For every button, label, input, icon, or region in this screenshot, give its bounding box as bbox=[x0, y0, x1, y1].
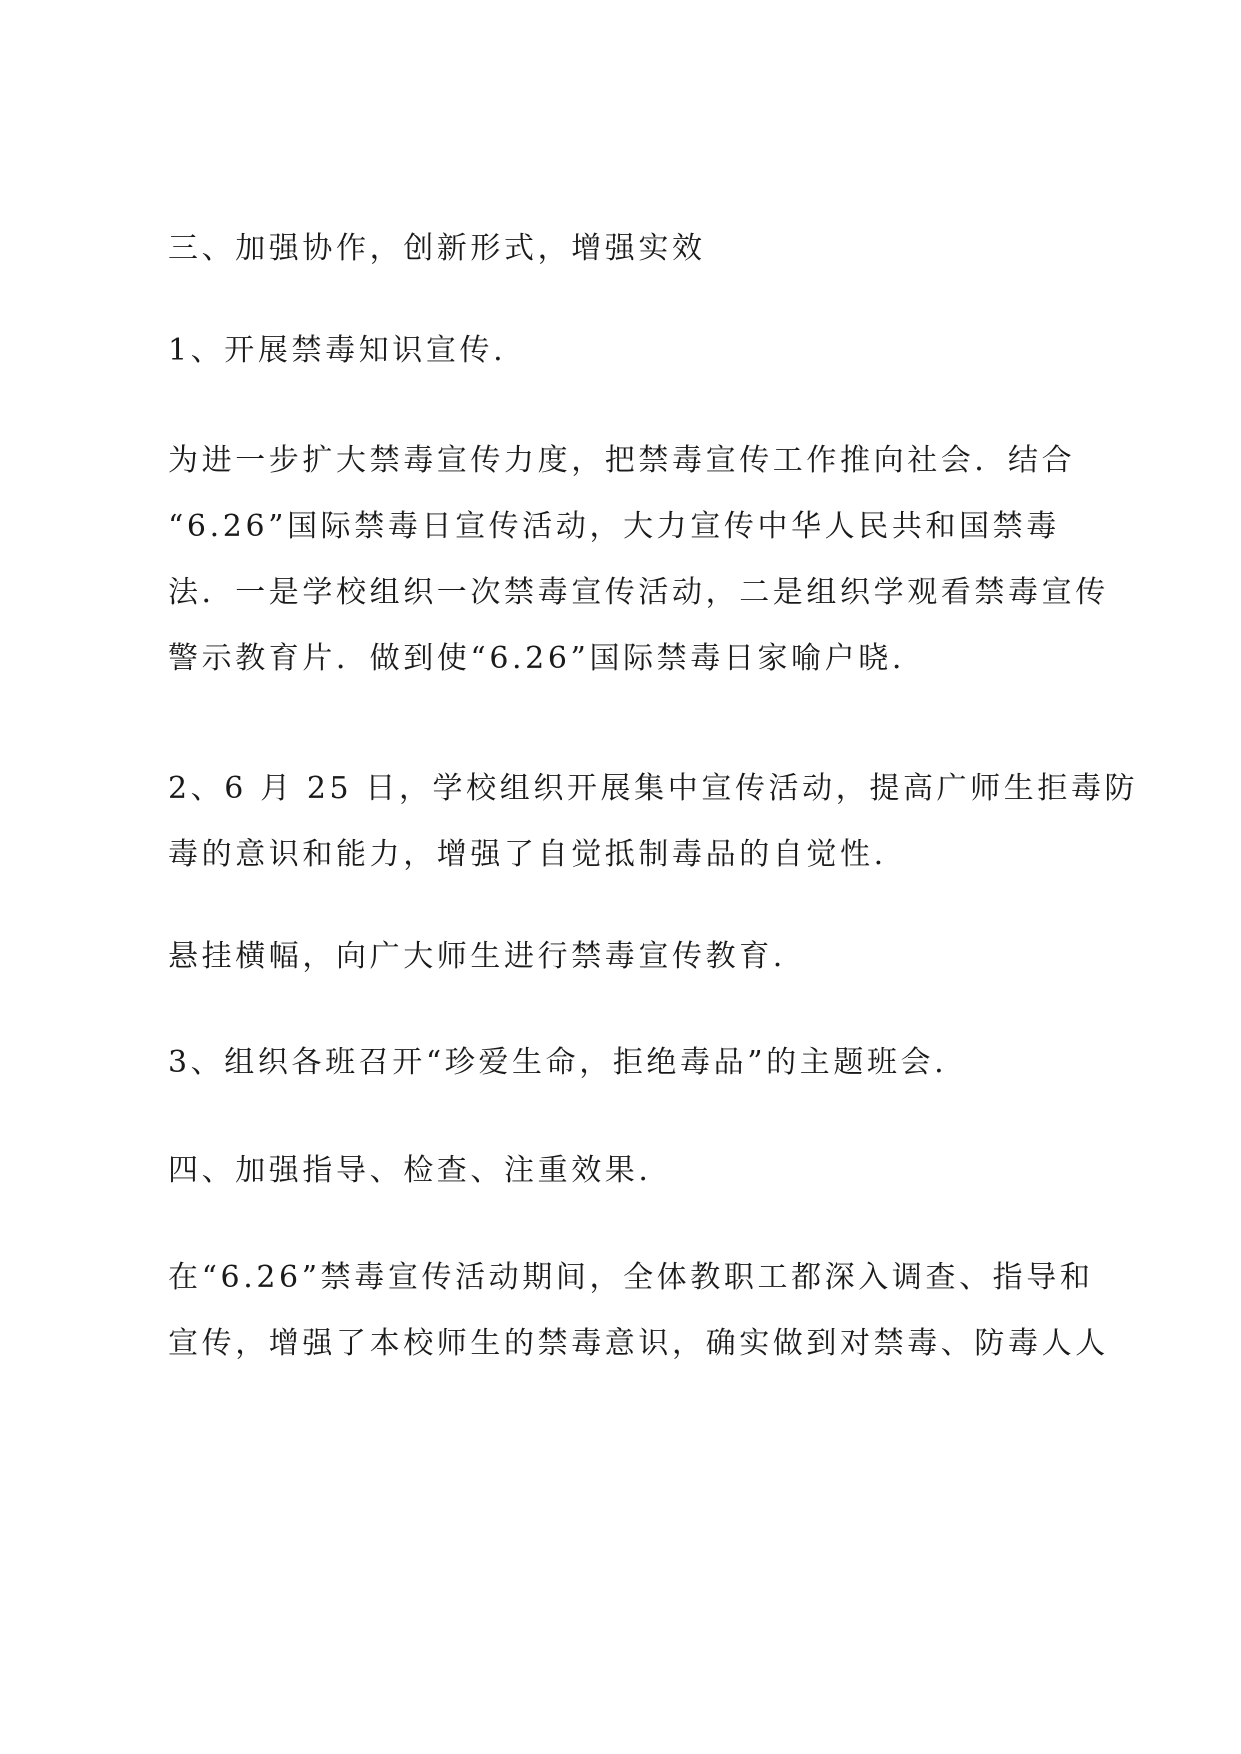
item-three bbox=[168, 1030, 1098, 1096]
text-line: 3、组织各班召开“珍爱生命，拒绝毒品”的主题班会. bbox=[168, 1045, 948, 1080]
item-one-body bbox=[168, 428, 1109, 692]
text-line: 三、加强协作，创新形式，增强实效 bbox=[168, 231, 706, 266]
text-line: 法．一是学校组织一次禁毒宣传活动，二是组织学观看禁毒宣传 bbox=[168, 575, 1109, 610]
text-line: 四、加强指导、检查、注重效果. bbox=[168, 1153, 652, 1188]
item-two bbox=[168, 756, 1139, 888]
text-line: 为进一步扩大禁毒宣传力度，把禁毒宣传工作推向社会．结合 bbox=[168, 443, 1076, 478]
item-one-title bbox=[168, 318, 1098, 384]
text-line: 警示教育片．做到使“6.26”国际禁毒日家喻户晓. bbox=[168, 641, 906, 676]
section-heading-four bbox=[168, 1138, 1098, 1204]
text-line: 宣传，增强了本校师生的禁毒意识，确实做到对禁毒、防毒人人 bbox=[168, 1326, 1109, 1361]
text-line: “6.26”国际禁毒日宣传活动，大力宣传中华人民共和国禁毒 bbox=[168, 509, 1060, 544]
text-line: 2、6 月 25 日，学校组织开展集中宣传活动，提高广师生拒毒防 bbox=[168, 771, 1139, 806]
closing-paragraph bbox=[168, 1245, 1109, 1377]
text-line: 悬挂横幅，向广大师生进行禁毒宣传教育. bbox=[168, 939, 786, 974]
text-line: 毒的意识和能力，增强了自觉抵制毒品的自觉性. bbox=[168, 837, 887, 872]
banner-paragraph bbox=[168, 924, 1098, 990]
section-heading-three bbox=[168, 216, 1098, 282]
text-line: 1、开展禁毒知识宣传. bbox=[168, 333, 507, 368]
text-line: 在“6.26”禁毒宣传活动期间，全体教职工都深入调查、指导和 bbox=[168, 1260, 1094, 1295]
